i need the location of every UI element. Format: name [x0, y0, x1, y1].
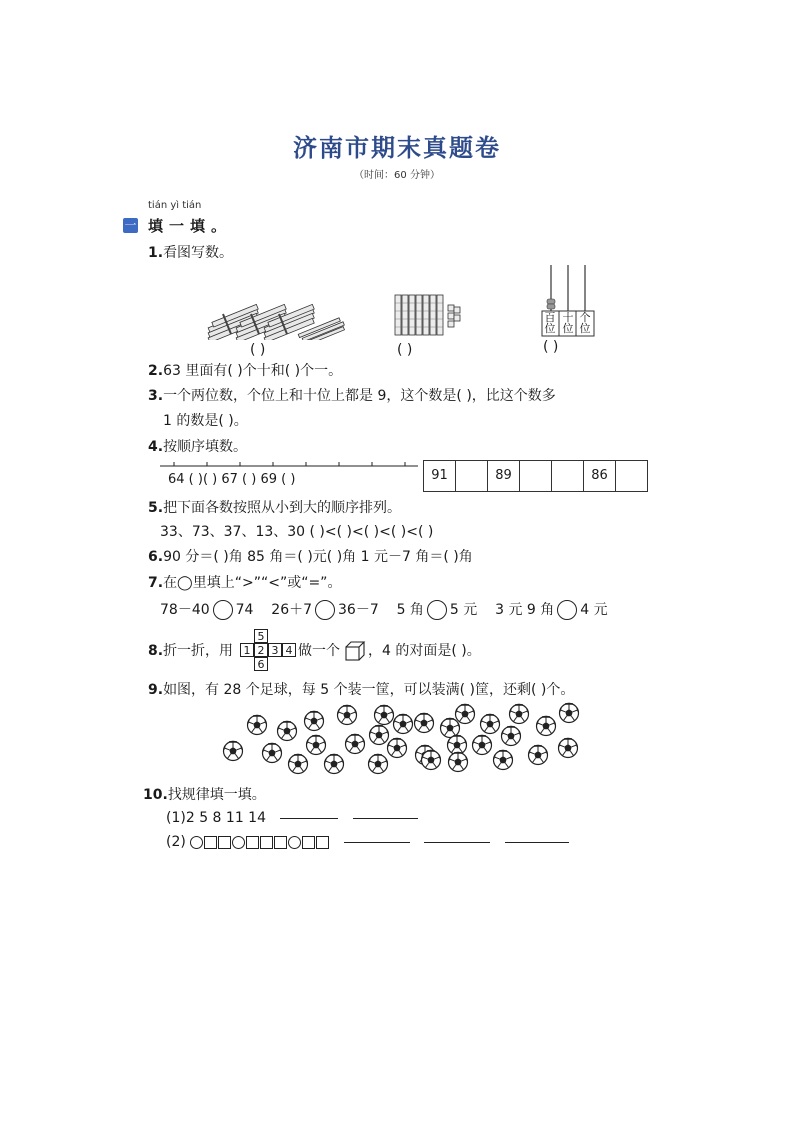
- question-10-part-1: (1)2 5 8 11 14: [166, 808, 418, 828]
- number-box[interactable]: [456, 461, 488, 491]
- section-title: 填一填。: [148, 217, 233, 235]
- question-5: 5.把下面各数按照从小到大的顺序排列。: [148, 500, 402, 516]
- abacus-label-ones: 个位: [579, 311, 591, 335]
- question-7: 7.在◯里填上“>”“<”或“=”。: [148, 575, 342, 591]
- base-ten-blocks-image: [393, 293, 463, 338]
- page-subtitle: （时间：60 分钟）: [354, 170, 440, 181]
- q1-blank-1[interactable]: ( ): [250, 342, 266, 358]
- answer-line[interactable]: [424, 841, 490, 843]
- compare-circle[interactable]: [213, 600, 233, 620]
- question-2: 2.63 里面有( )个十和( )个一。: [148, 363, 343, 379]
- question-6: 6.90 分＝( )角 85 角＝( )元( )角 1 元－7 角＝( )角: [148, 549, 473, 565]
- answer-line[interactable]: [280, 817, 338, 819]
- question-10-part-2: (2): [166, 832, 569, 852]
- question-1: 1.看图写数。: [148, 245, 234, 261]
- question-7-comparisons: 78－40 74 26＋7 36－7 5 角 5 元 3 元 9 角 4 元: [160, 602, 608, 618]
- stick-bundles-image: [205, 292, 345, 340]
- question-9: 9.如图，有 28 个足球，每 5 个装一筐，可以装满( )筐，还剩( )个。: [148, 682, 575, 698]
- question-3-line-2: 1 的数是( )。: [163, 413, 248, 429]
- square-shape-icon: [218, 836, 231, 849]
- square-shape-icon: [204, 836, 217, 849]
- section-badge: 一: [124, 218, 137, 232]
- net-face: 4: [282, 643, 296, 657]
- number-line-values: 64 ( )( ) 67 ( ) 69 ( ): [168, 472, 296, 487]
- question-8-mid: 做一个: [298, 643, 340, 659]
- answer-line[interactable]: [353, 817, 418, 819]
- abacus-label-hundreds: 百位: [544, 311, 556, 335]
- abacus-label-tens: 十位: [562, 311, 574, 335]
- square-shape-icon: [316, 836, 329, 849]
- page-title: 济南市期末真题卷: [293, 134, 501, 162]
- number-box: 91: [424, 461, 456, 491]
- number-box[interactable]: [520, 461, 552, 491]
- circle-shape-icon: [190, 836, 203, 849]
- net-face: 2: [254, 643, 268, 657]
- number-box: 86: [584, 461, 616, 491]
- compare-circle[interactable]: [427, 600, 447, 620]
- net-face: 5: [254, 629, 268, 643]
- net-face: 6: [254, 657, 268, 671]
- circle-shape-icon: [232, 836, 245, 849]
- square-shape-icon: [260, 836, 273, 849]
- soccer-balls-image: [210, 700, 590, 780]
- answer-line[interactable]: [344, 841, 410, 843]
- question-8-pre: 8.折一折，用: [148, 643, 234, 659]
- question-10: 10.找规律填一填。: [143, 787, 266, 803]
- number-box[interactable]: [552, 461, 584, 491]
- number-box: 89: [488, 461, 520, 491]
- net-face: 1: [240, 643, 254, 657]
- number-box[interactable]: [616, 461, 647, 491]
- q1-blank-2[interactable]: ( ): [397, 342, 413, 358]
- compare-circle[interactable]: [557, 600, 577, 620]
- cube-icon: [344, 640, 366, 662]
- compare-circle[interactable]: [315, 600, 335, 620]
- circle-shape-icon: [288, 836, 301, 849]
- square-shape-icon: [302, 836, 315, 849]
- square-shape-icon: [246, 836, 259, 849]
- answer-line[interactable]: [505, 841, 569, 843]
- square-shape-icon: [274, 836, 287, 849]
- number-boxes: [423, 460, 648, 492]
- question-4: 4.按顺序填数。: [148, 439, 248, 455]
- question-5-line-2: 33、73、37、13、30 ( )<( )<( )<( )<( ): [160, 524, 434, 540]
- section-pinyin: tián yì tián: [148, 200, 202, 211]
- question-3: 3.一个两位数，个位上和十位上都是 9，这个数是( )，比这个数多: [148, 388, 556, 404]
- question-8-post: ，4 的对面是( )。: [368, 643, 481, 659]
- q1-blank-3[interactable]: ( ): [543, 339, 559, 355]
- net-face: 3: [268, 643, 282, 657]
